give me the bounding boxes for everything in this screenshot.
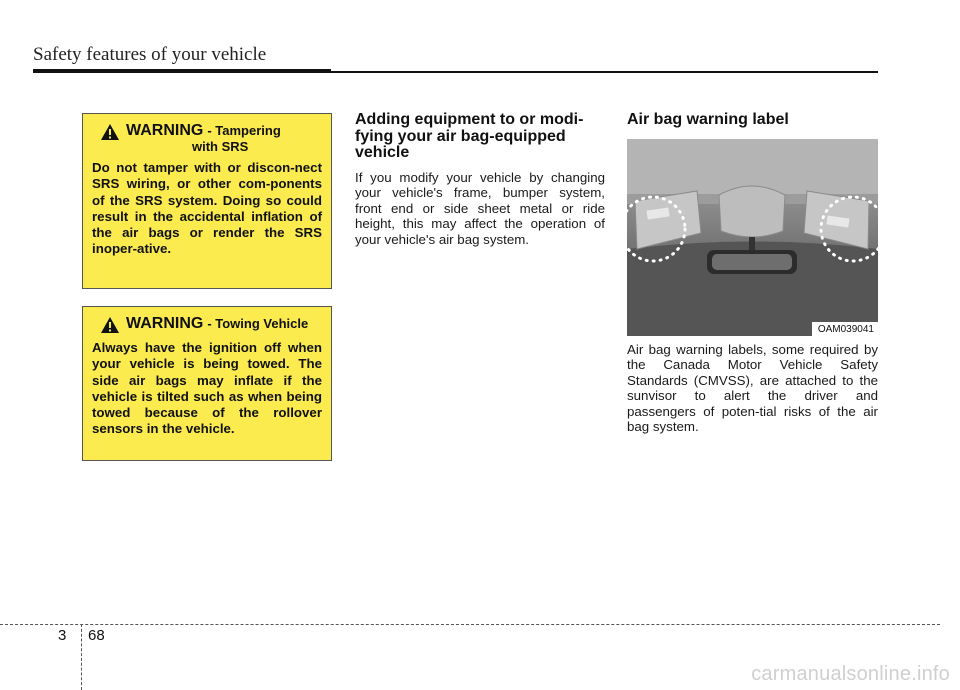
page-number: 68	[88, 627, 105, 644]
warning-heading	[100, 315, 322, 334]
warning-subtitle: - Tampering	[207, 123, 281, 138]
section-body-text: Air bag warning labels, some required by the Canada Motor Vehicle Safety Standards (CMVSS), are attached to the sunvisor to alert the driver and passengers of poten-tial risks of the air bag system.	[627, 341, 878, 434]
footer-divider	[81, 624, 82, 690]
warning-box-tampering	[82, 113, 332, 289]
header-rule-thick	[33, 69, 331, 73]
section-airbag-warning-label	[627, 112, 878, 435]
warning-triangle-icon	[100, 123, 120, 141]
section-adding-equipment	[355, 112, 605, 247]
watermark-text: carmanualsonline.info	[751, 663, 950, 685]
warning-body-text: Always have the ignition off when your vehicle is being towed. The side air bags may inflate if the vehicle is tilted such as when being towed because of the rollover sensors in the vehicle.	[92, 340, 322, 437]
section-body-text: If you modify your vehicle by changing your vehicle's frame, bumper system, front end or side sheet metal or ride height, this may affect the operation of your vehicle's air bag system.	[355, 169, 605, 247]
chapter-number: 3	[58, 627, 67, 644]
warning-subtitle-line2: with SRS	[192, 139, 249, 154]
warning-body-text: Do not tamper with or discon-nect SRS wiring, or other com-ponents of the SRS system. Doing so could result in the accidental inflation of the air bags or render the SRS inoper-ative.	[92, 160, 322, 257]
warning-subtitle: - Towing Vehicle	[207, 316, 309, 331]
warning-triangle-icon	[100, 316, 120, 334]
warning-word: WARNING	[126, 315, 204, 332]
sunvisor-illustration	[627, 139, 878, 336]
image-code-label: OAM039041	[812, 322, 878, 336]
header-rule-thin	[331, 71, 878, 73]
warning-heading	[100, 122, 322, 154]
section-heading: Air bag warning label	[627, 111, 789, 128]
page-header-title: Safety features of your vehicle	[33, 44, 267, 65]
section-heading: Adding equipment to or modi-fying your air bag-equipped vehicle	[355, 111, 584, 161]
warning-box-towing	[82, 306, 332, 461]
footer-rule	[0, 624, 940, 625]
sunvisor-photo	[627, 139, 878, 336]
warning-word: WARNING	[126, 122, 204, 139]
